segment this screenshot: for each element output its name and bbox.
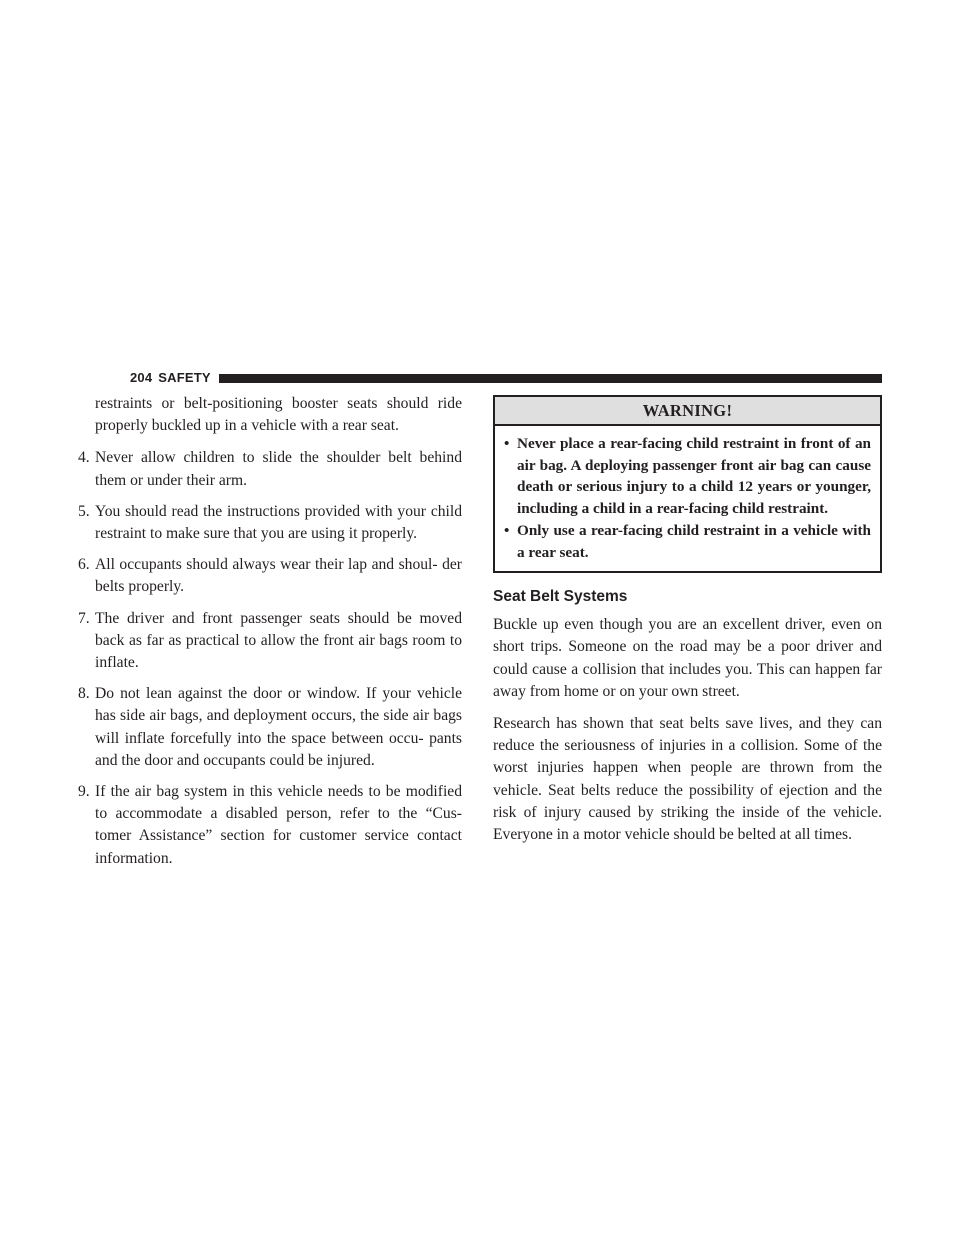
list-item: [78, 683, 462, 772]
section-title: SAFETY: [158, 370, 211, 385]
warning-box: [493, 395, 882, 573]
list-item-text: You should read the instructions provided with your child restraint to make sure that you are using it properly.: [95, 502, 462, 543]
warning-bullet: [504, 433, 871, 520]
list-item: [78, 447, 462, 491]
body-paragraph: Buckle up even though you are an excellent driver, even on short trips. Someone on the road may be a poor driver and could cause a collision that includes you. This can happen far away from home or on your own street.: [493, 616, 882, 700]
header-rule: [219, 374, 882, 383]
page-number: 204: [130, 370, 153, 385]
list-item: [78, 554, 462, 598]
bullet-dot: •: [504, 521, 510, 539]
list-item-number: 4.: [78, 449, 90, 467]
left-column: [78, 393, 462, 879]
list-item-number: 7.: [78, 609, 90, 627]
bullet-dot: •: [504, 435, 510, 452]
list-item-text: Never allow children to slide the shoulder belt behind them or under their arm.: [95, 449, 462, 489]
list-item-text: Do not lean against the door or window. If your vehicle has side air bags, and deployment occurs, the side air bags will inflate forcefully into the space between occu- pants and the door and occupants could be injured.: [95, 685, 462, 769]
list-item-number: 6.: [78, 556, 90, 574]
list-item: [78, 608, 462, 675]
list-item: [78, 781, 462, 870]
continued-paragraph: restraints or belt-positioning booster seats should ride properly buckled up in a vehicle with a rear seat.: [95, 395, 462, 435]
warning-bullet: [504, 520, 871, 563]
list-item-text: The driver and front passenger seats should be moved back as far as practical to allow the front air bags room to inflate.: [95, 609, 462, 672]
list-item-text: All occupants should always wear their lap and shoul- der belts properly.: [95, 556, 462, 596]
section-heading: Seat Belt Systems: [493, 588, 628, 606]
list-item-number: 5.: [78, 502, 90, 520]
list-item-number: 9.: [78, 783, 90, 801]
warning-bullet-text: Only use a rear-facing child restraint in a vehicle with a rear seat.: [517, 521, 871, 561]
body-paragraph: Research has shown that seat belts save lives, and they can reduce the seriousness of injuries in a collision. Some of the worst injuries happen when people are thrown from the vehicle. Seat belts reduce the possibility of ejection and the risk of injury caused by striking the inside of the vehicle. Everyone in a motor vehicle should be belted at all times.: [493, 715, 882, 844]
list-item-text: If the air bag system in this vehicle needs to be modified to accommodate a disabled person, refer to the “Cus- tomer Assistance” section for customer service contact information.: [95, 783, 462, 867]
page-header: [130, 370, 882, 386]
list-item-number: 8.: [78, 685, 90, 703]
header-label: [130, 370, 211, 386]
list-item: [78, 501, 462, 545]
warning-title: WARNING!: [495, 397, 880, 426]
warning-body: [495, 426, 880, 571]
right-column: [493, 395, 882, 856]
warning-bullet-text: Never place a rear-facing child restraint in front of an air bag. A deploying passenger front air bag can cause death or serious injury to a child 12 years or younger, including a child in a rear-facing child restraint.: [517, 435, 871, 518]
